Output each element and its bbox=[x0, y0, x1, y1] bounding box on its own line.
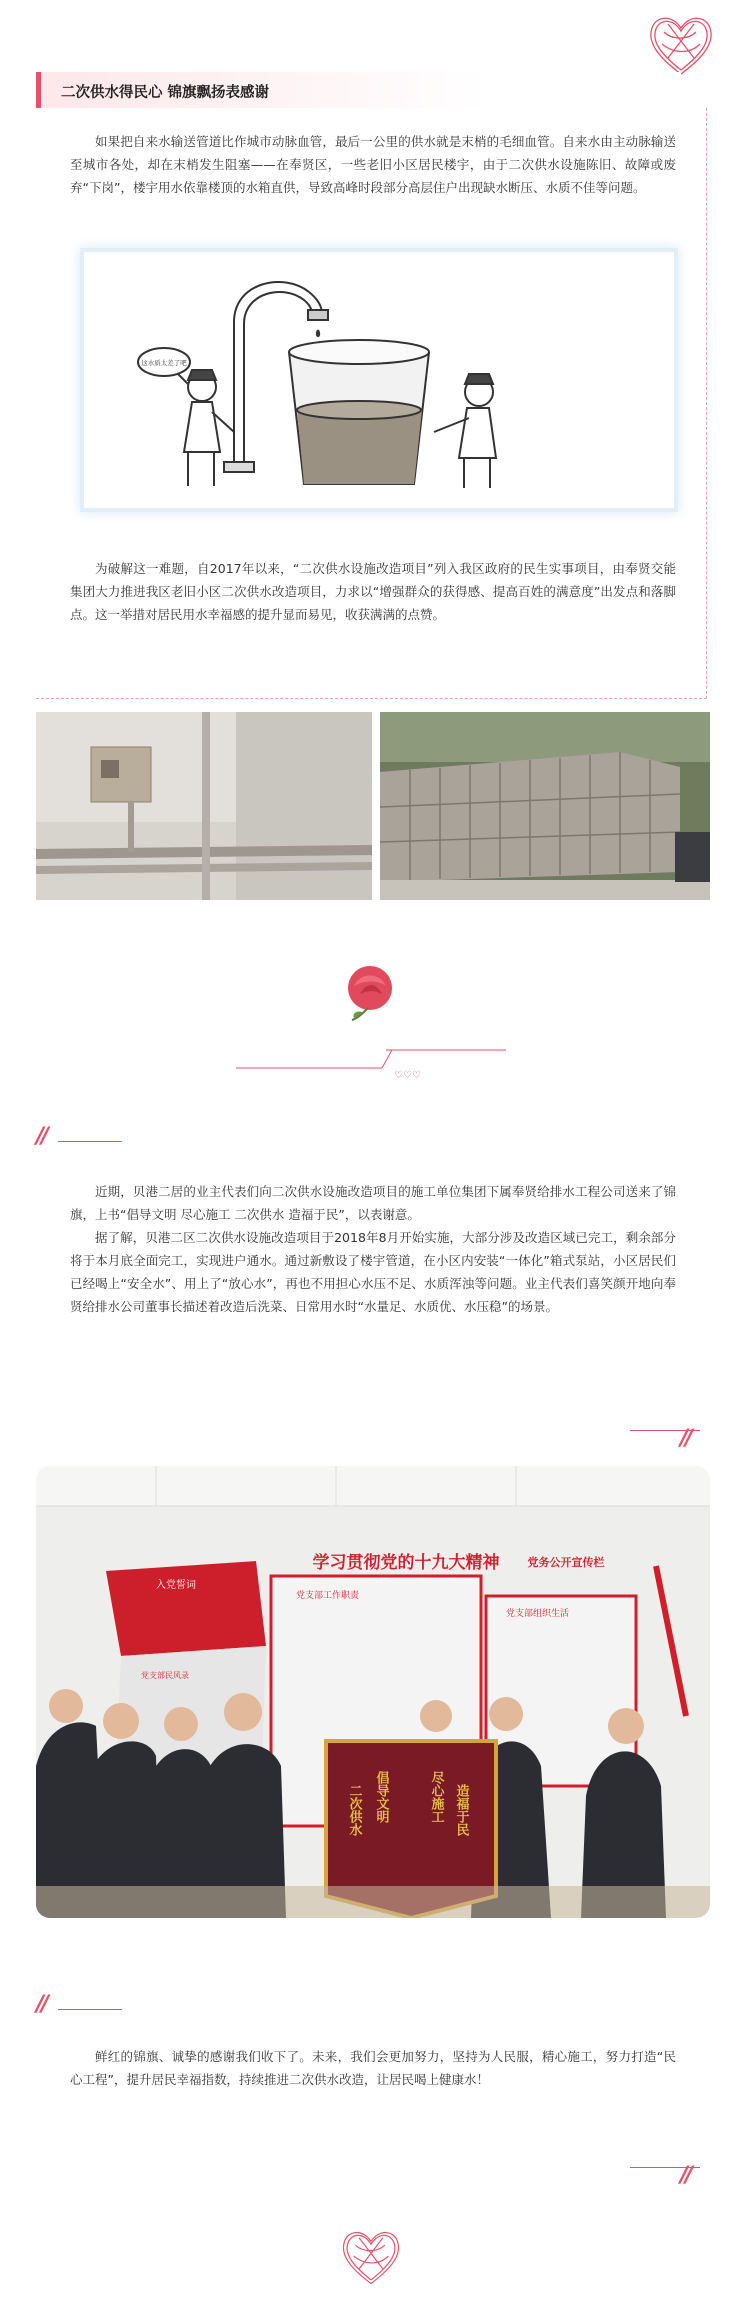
pennant-left-text-2: 倡导文明 bbox=[373, 1771, 389, 1823]
decoration-line-2 bbox=[58, 2009, 122, 2010]
board-title: 党务公开宣传栏 bbox=[527, 1556, 605, 1569]
progress-paragraph: 据了解，贝港二区二次供水设施改造项目于2018年8月开始实施，大部分涉及改造区域已完工，剩余部分将于本月底全面完工，实现进户通水。通过新敷设了楼宇管道，在小区内安装“一体化”箱式泵站，小区居民们已经喝上“安全水”、用上了“放心水”，再也不用担心水压不足、水质浑浊等问题。业主代表们喜笑颜开地向奉贤给排水公司董事长描述着改造后洗菜、日常用水时“水量足、水质优、水压稳”的场景。 bbox=[70, 1230, 676, 1314]
wall-banner-text: 学习贯彻党的十九大精神 bbox=[312, 1553, 500, 1573]
divider-line bbox=[236, 1040, 506, 1070]
project-paragraph: 为破解这一难题，自2017年以来，“二次供水设施改造项目”列入我区政府的民生实事项目，由奉贤交能集团大力推进我区老旧小区二次供水改造项目，力求以“增强群众的获得感、提高百姓的满意度”出发点和落脚点。这一举措对居民用水幸福感的提升显而易见，收获满满的点赞。 bbox=[70, 561, 676, 622]
duty-panel-title: 党支部工作职责 bbox=[296, 1591, 360, 1601]
photo-wall-pipes bbox=[36, 712, 372, 900]
rose-icon bbox=[338, 958, 402, 1022]
photo-water-tank bbox=[380, 712, 710, 900]
slash-decoration-right: // bbox=[680, 1426, 691, 1451]
oath-panel-title: 入党誓词 bbox=[156, 1580, 196, 1591]
closing-paragraph: 鲜红的锦旗、诚挚的感谢我们收下了。未来，我们会更加努力，坚持为人民服，精心施工，努力打造“民心工程”，提升居民幸福指数，持续推进二次供水改造，让居民喝上健康水！ bbox=[70, 2049, 676, 2087]
section-title-bar bbox=[36, 72, 681, 108]
cartoon-frame bbox=[80, 248, 678, 512]
slash-decoration-left-2: // bbox=[36, 1992, 47, 2017]
photo-banner-presentation bbox=[36, 1466, 710, 1918]
pennant-right-text-2: 造福于民 bbox=[453, 1784, 469, 1836]
cartoon-illustration bbox=[84, 252, 674, 508]
life-panel-title: 党支部组织生活 bbox=[506, 1609, 570, 1619]
slash-decoration-left: // bbox=[36, 1124, 47, 1149]
heart-icon bbox=[644, 10, 718, 80]
banner-paragraph: 近期，贝港二居的业主代表们向二次供水设施改造项目的施工单位集团下属奉贤给排水工程公司送来了锦旗，上书“倡导文明 尽心施工 二次供水 造福于民”，以表谢意。 bbox=[70, 1184, 676, 1222]
slash-decoration-right-2: // bbox=[680, 2163, 691, 2188]
pennant-right-text: 尽心施工 bbox=[428, 1771, 444, 1823]
heart-icon-bottom bbox=[336, 2225, 406, 2289]
custom-panel-title: 党支部民风录 bbox=[141, 1671, 189, 1680]
speech-bubble-text: 这水质太差了吧 bbox=[141, 359, 187, 367]
decoration-line bbox=[58, 1141, 122, 1142]
pennant-left-text: 二次供水 bbox=[346, 1784, 362, 1836]
divider-hearts: ♡♡♡ bbox=[394, 1070, 421, 1081]
intro-paragraph: 如果把自来水输送管道比作城市动脉血管，最后一公里的供水就是末梢的毛细血管。自来水由主动脉输送至城市各处，却在末梢发生阻塞——在奉贤区，一些老旧小区居民楼宇，由于二次供水设施陈旧、故障或废弃“下岗”，楼宇用水依靠楼顶的水箱直供，导致高峰时段部分高层住户出现缺水断压、水质不佳等问题。 bbox=[70, 134, 676, 195]
page-title: 二次供水得民心 锦旗飘扬表感谢 bbox=[61, 85, 270, 101]
